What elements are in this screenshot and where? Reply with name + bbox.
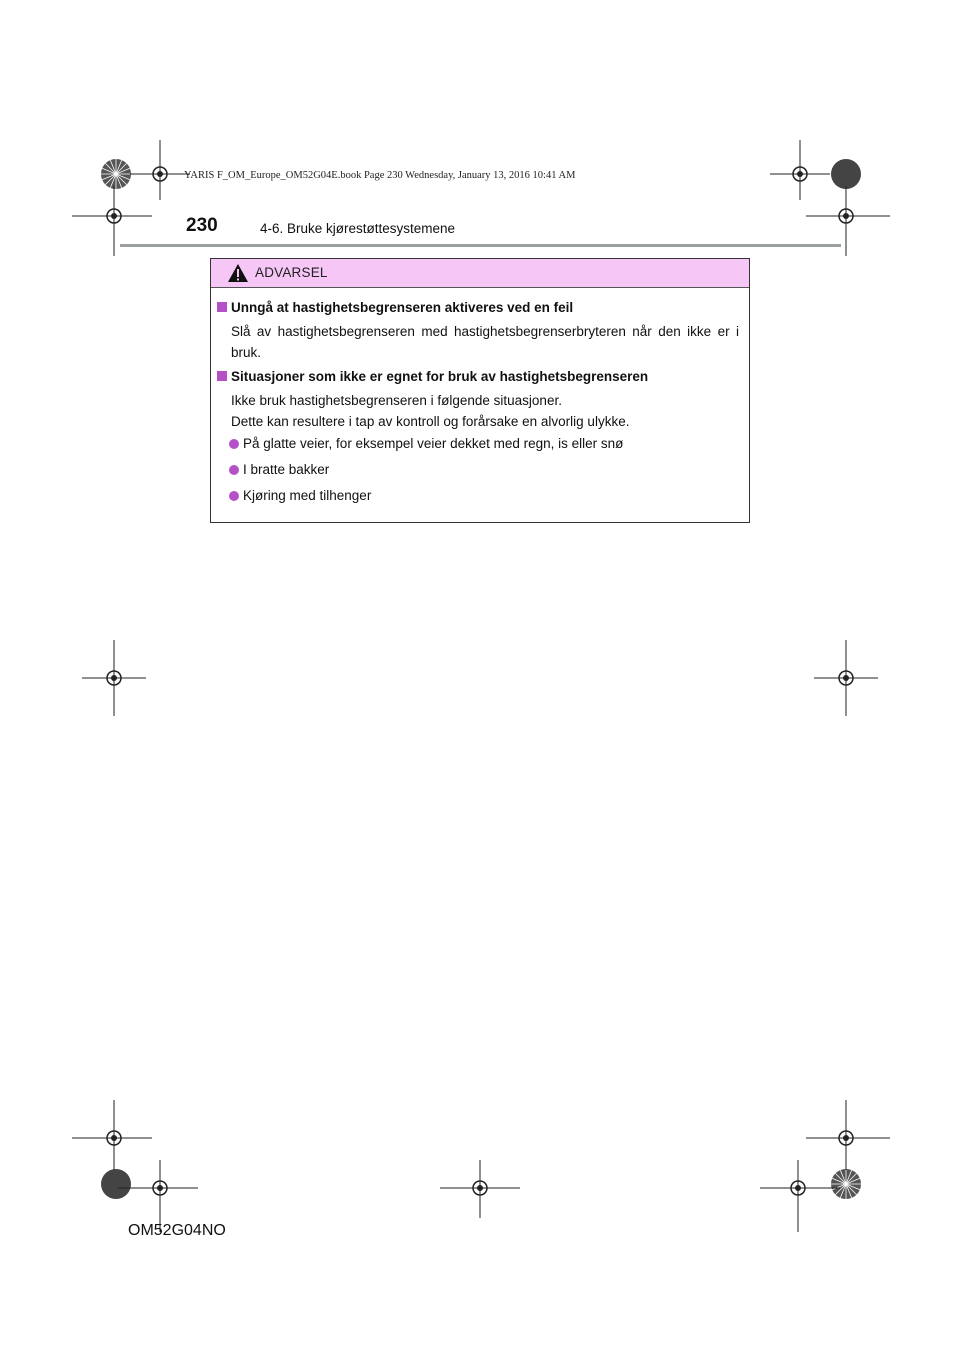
- warning-triangle-icon: [227, 263, 249, 283]
- list-item: [229, 436, 623, 451]
- warning-heading: [217, 369, 648, 384]
- square-bullet-icon: [217, 371, 227, 381]
- warning-paragraph-line: Ikke bruk hastighetsbegrenseren i følgende situasjoner.: [231, 393, 562, 408]
- warning-box: [210, 258, 750, 523]
- list-item: [229, 488, 371, 503]
- crosshair-mark: [82, 640, 146, 716]
- list-item-text: I bratte bakker: [243, 462, 330, 477]
- list-item: [229, 462, 329, 477]
- list-item-text: Kjøring med tilhenger: [243, 488, 372, 503]
- section-title: 4-6. Bruke kjørestøttesystemene: [260, 221, 456, 236]
- list-item-text: På glatte veier, for eksempel veier dekket med regn, is eller snø: [243, 436, 624, 451]
- print-info: YARIS F_OM_Europe_OM52G04E.book Page 230 Wednesday, January 13, 2016 10:41 AM: [184, 170, 576, 181]
- warning-paragraph-line: Dette kan resultere i tap av kontroll og forårsake en alvorlig ulykke.: [231, 414, 630, 429]
- round-bullet-icon: [229, 465, 239, 475]
- heading-text: Situasjoner som ikke er egnet for bruk av hastighetsbegrenseren: [231, 369, 649, 384]
- round-bullet-icon: [229, 439, 239, 449]
- crosshair-mark: [760, 1160, 840, 1232]
- warning-header: [211, 259, 749, 288]
- round-bullet-icon: [229, 491, 239, 501]
- warning-heading: [217, 300, 573, 315]
- header-rule: [120, 244, 841, 247]
- heading-text: Unngå at hastighetsbegrenseren aktiveres ved en feil: [231, 300, 574, 315]
- warning-paragraph: Slå av hastighetsbegrenseren med hastighetsbegrenserbryteren når den ikke er i bruk.: [231, 324, 739, 360]
- crosshair-mark: [440, 1160, 520, 1218]
- warning-label: ADVARSEL: [255, 265, 328, 280]
- manual-code: OM52G04NO: [128, 1222, 226, 1239]
- square-bullet-icon: [217, 302, 227, 312]
- crosshair-mark: [814, 640, 878, 716]
- page-number: 230: [186, 215, 218, 236]
